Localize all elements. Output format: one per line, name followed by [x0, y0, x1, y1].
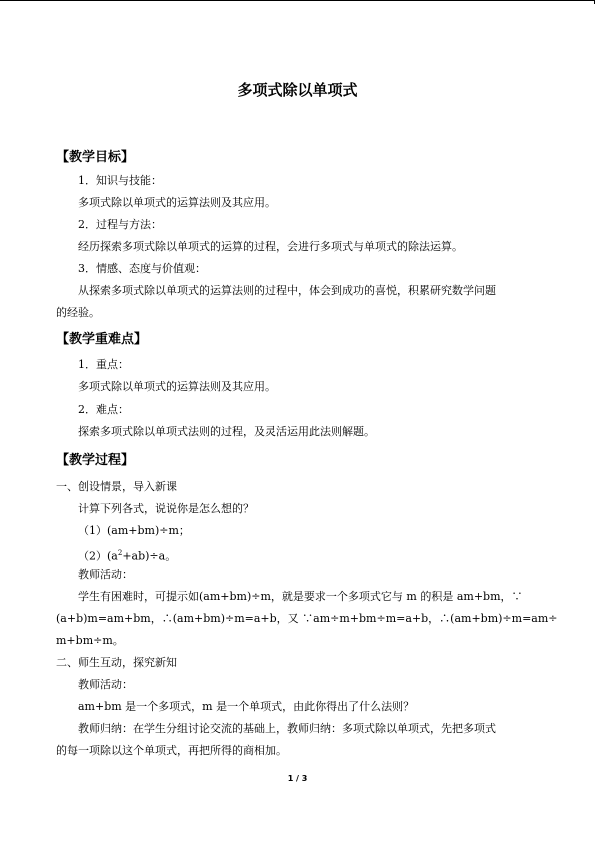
header-rule	[0, 0, 595, 1]
goals-line-7: 的经验。	[56, 306, 100, 319]
process-line-12: 教师归纳：在学生分组讨论交流的基础上，教师归纳：多项式除以单项式，先把多项式	[78, 722, 496, 735]
process-line-6: 学生有困难时，可提示如(am+bm)÷m，就是要求一个多项式它与 m 的积是 am+bm，∵	[78, 590, 523, 603]
goals-line-1: 1．知识与技能：	[78, 174, 162, 187]
process-line-10: 教师活动：	[78, 678, 133, 691]
keypoints-line-3: 2．难点：	[78, 403, 129, 416]
goals-line-6: 从探索多项式除以单项式的运算法则的过程中，体会到成功的喜悦，积累研究数学问题	[78, 284, 496, 297]
document-title: 多项式除以单项式	[237, 81, 358, 99]
section-heading-keypoints: 【教学重难点】	[56, 332, 148, 347]
process-line-1: 一、创设情景，导入新课	[56, 480, 177, 493]
keypoints-line-1: 1．重点：	[78, 358, 129, 371]
process-line-5: 教师活动：	[78, 568, 133, 581]
process-line-8: m+bm÷m。	[56, 634, 124, 647]
process-line-3: （1）(am+bm)÷m；	[78, 524, 190, 537]
keypoints-line-2: 多项式除以单项式的运算法则及其应用。	[78, 380, 276, 393]
goals-line-2: 多项式除以单项式的运算法则及其应用。	[78, 196, 276, 209]
process-line-7: (a+b)m=am+bm，∴(am+bm)÷m=a+b，又 ∵am÷m+bm÷m=a+b，∴(am+bm)÷m=am÷	[56, 612, 558, 625]
process-line-4-part-a: （2）(a	[78, 549, 118, 563]
goals-line-5: 3．情感、态度与价值观：	[78, 262, 206, 275]
section-heading-goals: 【教学目标】	[56, 150, 135, 165]
keypoints-line-4: 探索多项式除以单项式法则的过程，及灵活运用此法则解题。	[78, 425, 375, 438]
process-line-13: 的每一项除以这个单项式，再把所得的商相加。	[56, 744, 287, 757]
section-heading-process: 【教学过程】	[56, 453, 135, 468]
process-line-4-part-b: +ab)÷a。	[122, 549, 177, 563]
goals-line-3: 2．过程与方法：	[78, 218, 162, 231]
process-line-2: 计算下列各式，说说你是怎么想的？	[78, 502, 254, 515]
process-line-11: am+bm 是一个多项式，m 是一个单项式，由此你得出了什么法则？	[78, 700, 415, 713]
process-line-4	[78, 546, 176, 564]
goals-line-4: 经历探索多项式除以单项式的运算的过程，会进行多项式与单项式的除法运算。	[78, 240, 463, 253]
page-indicator: 1 / 3	[287, 774, 308, 783]
process-line-9: 二、师生互动，探究新知	[56, 656, 177, 669]
superscript-2: 2	[117, 549, 123, 557]
